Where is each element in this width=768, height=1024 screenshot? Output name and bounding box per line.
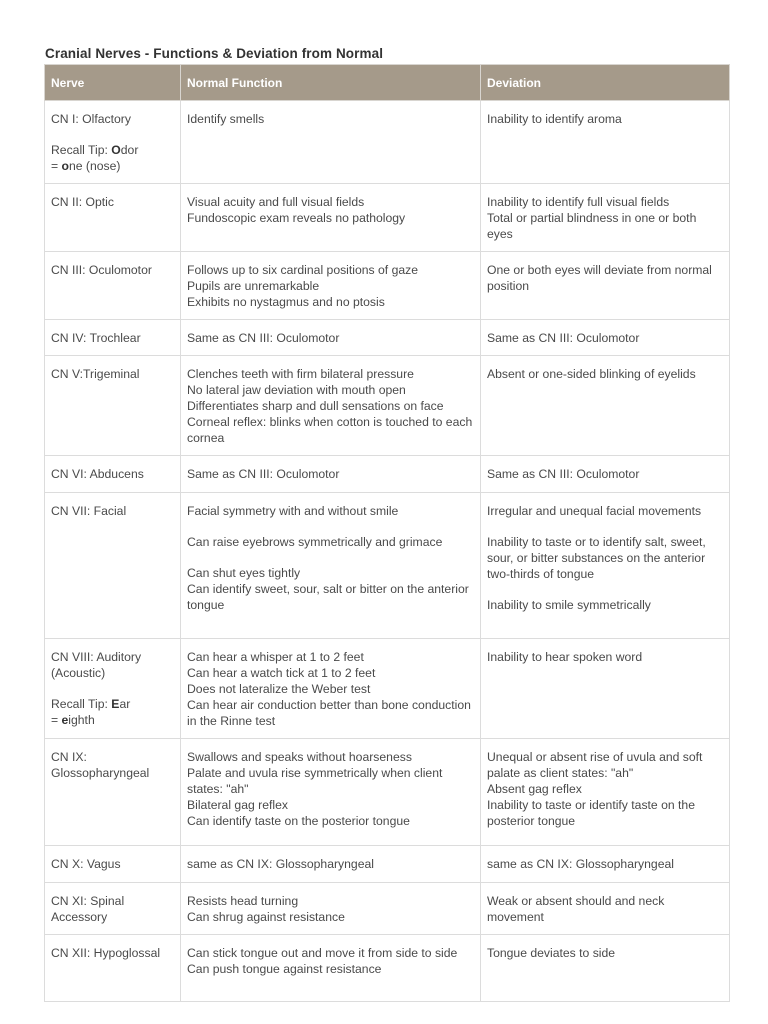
table-row — [45, 739, 730, 846]
table-row — [45, 935, 730, 1002]
cell-paragraph: Can hear a whisper at 1 to 2 feet Can hear a watch tick at 1 to 2 feet Does not lateralize the Weber test Can hear air conduction better than bone conduction in the Rinne test — [187, 650, 471, 728]
deviation-cell — [481, 639, 730, 739]
table-row — [45, 493, 730, 639]
header-nerve: Nerve — [45, 65, 181, 101]
table-body — [45, 101, 730, 1002]
deviation-cell — [481, 356, 730, 456]
deviation-cell — [481, 493, 730, 639]
recall-tip-initial: e — [61, 713, 69, 727]
recall-tip-initial: o — [61, 159, 69, 173]
nerve-cell — [45, 739, 181, 846]
cell-paragraph: Recall Tip: Ear = eighth — [51, 697, 131, 727]
header-row — [45, 65, 730, 101]
normal-function-cell — [181, 493, 481, 639]
nerve-cell — [45, 101, 181, 184]
table-row — [45, 320, 730, 356]
table-row — [45, 184, 730, 252]
document-title: Cranial Nerves - Functions & Deviation from Normal — [45, 46, 384, 61]
cell-paragraph: CN IX: Glossopharyngeal — [51, 750, 150, 780]
nerve-cell — [45, 320, 181, 356]
cell-paragraph: CN I: Olfactory — [51, 112, 131, 126]
table-row — [45, 356, 730, 456]
cell-paragraph: CN V:Trigeminal — [51, 367, 140, 381]
nerve-cell — [45, 456, 181, 493]
cell-paragraph: Inability to taste or to identify salt, sweet, sour, or bitter substances on the anterior two-thirds of tongue — [487, 535, 706, 581]
table-row — [45, 252, 730, 320]
cell-paragraph: Inability to smile symmetrically — [487, 598, 651, 612]
cell-paragraph: Clenches teeth with firm bilateral pressure No lateral jaw deviation with mouth open Differentiates sharp and dull sensations on face Corneal reflex: blinks when cotton is touched to each cornea — [187, 367, 473, 445]
normal-function-cell — [181, 935, 481, 1002]
cell-paragraph: Absent or one-sided blinking of eyelids — [487, 367, 696, 381]
nerve-cell — [45, 639, 181, 739]
cell-paragraph: CN IV: Trochlear — [51, 331, 141, 345]
cell-paragraph: CN X: Vagus — [51, 857, 121, 871]
nerve-cell — [45, 883, 181, 935]
normal-function-cell — [181, 184, 481, 252]
cell-paragraph: CN XII: Hypoglossal — [51, 946, 161, 960]
cell-paragraph: Facial symmetry with and without smile — [187, 504, 399, 518]
cell-paragraph: Inability to hear spoken word — [487, 650, 643, 664]
normal-function-cell — [181, 739, 481, 846]
nerve-cell — [45, 356, 181, 456]
cell-paragraph: Recall Tip: Odor = one (nose) — [51, 143, 139, 173]
cell-paragraph: CN II: Optic — [51, 195, 114, 209]
cell-paragraph: Resists head turning Can shrug against resistance — [187, 894, 345, 924]
table-row — [45, 883, 730, 935]
nerve-cell — [45, 184, 181, 252]
cell-paragraph: Swallows and speaks without hoarseness Palate and uvula rise symmetrically when client states: "ah" Bilateral gag reflex Can identify taste on the posterior tongue — [187, 750, 443, 828]
table-row — [45, 456, 730, 493]
normal-function-cell — [181, 639, 481, 739]
table-row — [45, 639, 730, 739]
cell-paragraph: Visual acuity and full visual fields Fundoscopic exam reveals no pathology — [187, 195, 406, 225]
cell-paragraph: CN III: Oculomotor — [51, 263, 152, 277]
deviation-cell — [481, 846, 730, 883]
cell-paragraph: Can raise eyebrows symmetrically and grimace — [187, 535, 443, 549]
cell-paragraph: Tongue deviates to side — [487, 946, 616, 960]
recall-tip-initial: E — [111, 697, 120, 711]
cranial-nerves-table — [44, 64, 730, 1002]
nerve-cell — [45, 935, 181, 1002]
nerve-cell — [45, 846, 181, 883]
cell-paragraph: Unequal or absent rise of uvula and soft palate as client states: "ah" Absent gag reflex Inability to taste or identify taste on the posterior tongue — [487, 750, 703, 828]
table-header — [45, 65, 730, 101]
deviation-cell — [481, 456, 730, 493]
cell-paragraph: Inability to identify aroma — [487, 112, 622, 126]
nerve-cell — [45, 252, 181, 320]
recall-tip-initial: O — [111, 143, 121, 157]
cell-paragraph: CN XI: Spinal Accessory — [51, 894, 125, 924]
table-row — [45, 846, 730, 883]
cell-paragraph: Same as CN III: Oculomotor — [187, 467, 340, 481]
header-normal-function: Normal Function — [181, 65, 481, 101]
cell-paragraph: Can stick tongue out and move it from side to side Can push tongue against resistance — [187, 946, 458, 976]
nerve-cell — [45, 493, 181, 639]
normal-function-cell — [181, 846, 481, 883]
cell-paragraph: CN VIII: Auditory (Acoustic) — [51, 650, 142, 680]
deviation-cell — [481, 184, 730, 252]
cell-paragraph: Weak or absent should and neck movement — [487, 894, 665, 924]
normal-function-cell — [181, 320, 481, 356]
deviation-cell — [481, 101, 730, 184]
cell-paragraph: Follows up to six cardinal positions of gaze Pupils are unremarkable Exhibits no nystagmus and no ptosis — [187, 263, 419, 309]
cell-paragraph: One or both eyes will deviate from normal position — [487, 263, 712, 293]
normal-function-cell — [181, 883, 481, 935]
deviation-cell — [481, 935, 730, 1002]
cell-paragraph: same as CN IX: Glossopharyngeal — [487, 857, 674, 871]
cell-paragraph: Same as CN III: Oculomotor — [187, 331, 340, 345]
header-deviation: Deviation — [481, 65, 730, 101]
cell-paragraph: Inability to identify full visual fields Total or partial blindness in one or both eyes — [487, 195, 697, 241]
cell-paragraph: Irregular and unequal facial movements — [487, 504, 702, 518]
cell-paragraph: CN VII: Facial — [51, 504, 127, 518]
cell-paragraph: Identify smells — [187, 112, 265, 126]
cell-paragraph: Same as CN III: Oculomotor — [487, 467, 640, 481]
cell-paragraph: Can shut eyes tightly Can identify sweet, sour, salt or bitter on the anterior tongue — [187, 566, 469, 612]
normal-function-cell — [181, 252, 481, 320]
deviation-cell — [481, 883, 730, 935]
cell-paragraph: CN VI: Abducens — [51, 467, 144, 481]
cell-paragraph: same as CN IX: Glossopharyngeal — [187, 857, 374, 871]
deviation-cell — [481, 252, 730, 320]
normal-function-cell — [181, 456, 481, 493]
table-row — [45, 101, 730, 184]
normal-function-cell — [181, 101, 481, 184]
cell-paragraph: Same as CN III: Oculomotor — [487, 331, 640, 345]
deviation-cell — [481, 739, 730, 846]
normal-function-cell — [181, 356, 481, 456]
deviation-cell — [481, 320, 730, 356]
